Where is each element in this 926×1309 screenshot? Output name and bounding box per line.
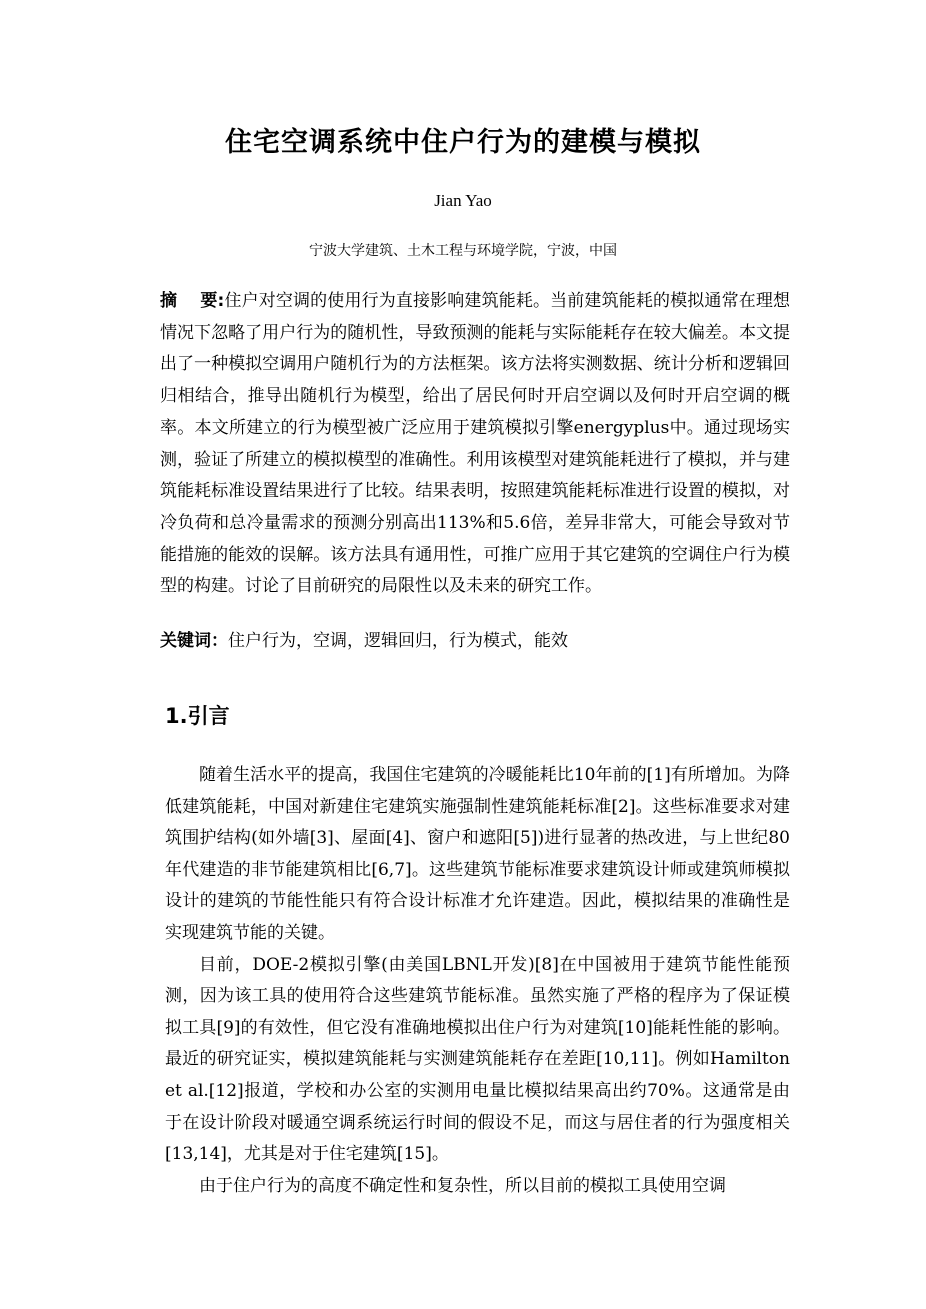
abstract-label: 摘 要: bbox=[160, 291, 225, 311]
keywords-label: 关键词： bbox=[160, 631, 228, 651]
abstract-text: 住户对空调的使用行为直接影响建筑能耗。当前建筑能耗的模拟通常在理想情况下忽略了用户行为的随机性，导致预测的能耗与实际能耗存在较大偏差。本文提出了一种模拟空调用户随机行为的方法框架。该方法将实测数据、统计分析和逻辑回归相结合，推导出随机行为模型，给出了居民何时开启空调以及何时开启空调的概率。本文所建立的行为模型被广泛应用于建筑模拟引擎energyplus中。通过现场实测，验证了所建立的模拟模型的准确性。利用该模型对建筑能耗进行了模拟，并与建筑能耗标准设置结果进行了比较。结果表明，按照建筑能耗标准进行设置的模拟，对冷负荷和总冷量需求的预测分别高出113%和5.6倍，差异非常大，可能会导致对节能措施的能效的误解。该方法具有通用性，可推广应用于其它建筑的空调住户行为模型的构建。讨论了目前研究的局限性以及未来的研究工作。 bbox=[160, 291, 791, 597]
keywords-text: 住户行为，空调，逻辑回归，行为模式，能效 bbox=[228, 631, 568, 651]
author-name: Jian Yao bbox=[434, 191, 492, 210]
keywords bbox=[160, 626, 790, 658]
paragraph: 随着生活水平的提高，我国住宅建筑的冷暖能耗比10年前的[1]有所增加。为降低建筑能耗，中国对新建住宅建筑实施强制性建筑能耗标准[2]。这些标准要求对建筑围护结构(如外墙[3]、屋面[4]、窗户和遮阳[5])进行显著的热改进，与上世纪80年代建造的非节能建筑相比[6,7]。这些建筑节能标准要求建筑设计师或建筑师模拟设计的建筑的节能性能只有符合设计标准才允许建造。因此，模拟结果的准确性是实现建筑节能的关键。 bbox=[165, 765, 790, 943]
section-heading-introduction: 1.引言 bbox=[165, 704, 230, 728]
paper-title: 住宅空调系统中住户行为的建模与模拟 bbox=[225, 127, 701, 158]
introduction-body bbox=[165, 760, 790, 1202]
author-affiliation: 宁波大学建筑、土木工程与环境学院，宁波，中国 bbox=[309, 243, 617, 259]
paragraph: 由于住户行为的高度不确定性和复杂性，所以目前的模拟工具使用空调 bbox=[199, 1175, 726, 1196]
abstract bbox=[160, 286, 790, 603]
paragraph: 目前，DOE-2模拟引擎(由美国LBNL开发)[8]在中国被用于建筑节能性能预测，因为该工具的使用符合这些建筑节能标准。虽然实施了严格的程序为了保证模拟工具[9]的有效性，但它没有准确地模拟出住户行为对建筑[10]能耗性能的影响。最近的研究证实，模拟建筑能耗与实测建筑能耗存在差距[10,11]。例如Hamilton et al.[12]报道，学校和办公室的实测用电量比模拟结果高出约70%。这通常是由于在设计阶段对暖通空调系统运行时间的假设不足，而这与居住者的行为强度相关[13,14]，尤其是对于住宅建筑[15]。 bbox=[165, 954, 790, 1165]
